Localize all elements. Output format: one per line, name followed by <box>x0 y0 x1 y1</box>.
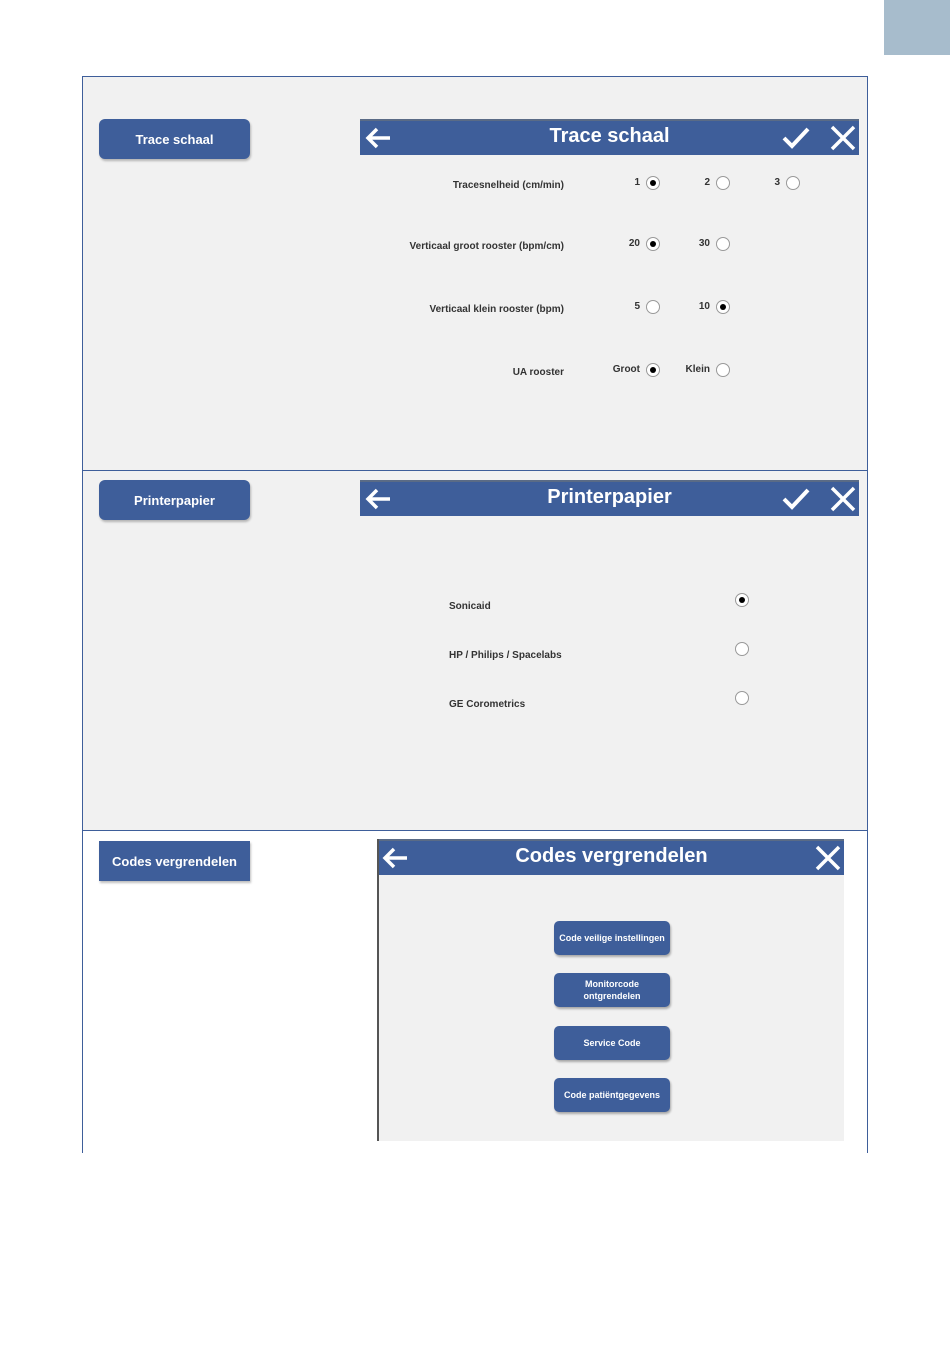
service-code-button[interactable]: Service Code <box>554 1026 670 1060</box>
code-patientgegevens-button[interactable]: Code patiëntgegevens <box>554 1078 670 1112</box>
radio-tracesnelheid-3[interactable] <box>786 176 800 190</box>
code-veilige-instellingen-button[interactable]: Code veilige instellingen <box>554 921 670 955</box>
trace-schaal-button[interactable]: Trace schaal <box>99 119 250 159</box>
radio-tracesnelheid-1[interactable] <box>646 176 660 190</box>
table-row <box>83 831 867 1153</box>
radio-groot-rooster-30[interactable] <box>716 237 730 251</box>
screen-title: Printerpapier <box>547 486 672 508</box>
monitorcode-ontgrendelen-button[interactable]: Monitorcode ontgrendelen <box>554 973 670 1007</box>
option-label: Groot <box>612 364 640 375</box>
paper-option-hp-philips: HP / Philips / Spacelabs <box>449 650 562 661</box>
radio-tracesnelheid-2[interactable] <box>716 176 730 190</box>
radio-klein-rooster-10[interactable] <box>716 300 730 314</box>
settings-table <box>82 76 868 1153</box>
printerpapier-screen <box>360 480 859 822</box>
radio-groot-rooster-20[interactable] <box>646 237 660 251</box>
trace-schaal-screen <box>360 119 859 462</box>
close-icon[interactable] <box>815 845 841 871</box>
option-label: 20 <box>628 238 640 249</box>
option-label: 1 <box>634 177 640 188</box>
radio-ua-klein[interactable] <box>716 363 730 377</box>
printerpapier-button[interactable]: Printerpapier <box>99 480 250 520</box>
option-label: Klein <box>685 364 710 375</box>
title-bar <box>360 480 859 516</box>
radio-klein-rooster-5[interactable] <box>646 300 660 314</box>
screen-title: Codes vergrendelen <box>515 845 708 867</box>
paper-option-sonicaid: Sonicaid <box>449 601 491 612</box>
option-label: 30 <box>698 238 710 249</box>
close-icon[interactable] <box>830 486 856 512</box>
corner-tab <box>884 0 950 55</box>
table-row <box>83 110 867 471</box>
table-row <box>83 471 867 831</box>
title-bar <box>379 839 844 875</box>
table-header <box>83 77 867 111</box>
codes-vergrendelen-screen <box>377 839 844 1141</box>
field-label-tracesnelheid: Tracesnelheid (cm/min) <box>452 180 564 191</box>
radio-ua-groot[interactable] <box>646 363 660 377</box>
field-label-verticaal-groot: Verticaal groot rooster (bpm/cm) <box>409 241 564 252</box>
option-label: 10 <box>698 301 710 312</box>
field-label-verticaal-klein: Verticaal klein rooster (bpm) <box>429 304 564 315</box>
codes-vergrendelen-button[interactable]: Codes vergrendelen <box>99 841 250 881</box>
radio-ge-corometrics[interactable] <box>735 691 749 705</box>
radio-hp-philips[interactable] <box>735 642 749 656</box>
option-label: 2 <box>704 177 710 188</box>
field-label-ua-rooster: UA rooster <box>512 367 564 378</box>
close-icon[interactable] <box>830 125 856 151</box>
paper-option-ge-corometrics: GE Corometrics <box>449 699 526 710</box>
check-icon[interactable] <box>782 126 810 150</box>
radio-sonicaid[interactable] <box>735 593 749 607</box>
option-label: 3 <box>774 177 780 188</box>
check-icon[interactable] <box>782 487 810 511</box>
title-bar <box>360 119 859 155</box>
screen-title: Trace schaal <box>549 125 670 147</box>
option-label: 5 <box>634 301 640 312</box>
